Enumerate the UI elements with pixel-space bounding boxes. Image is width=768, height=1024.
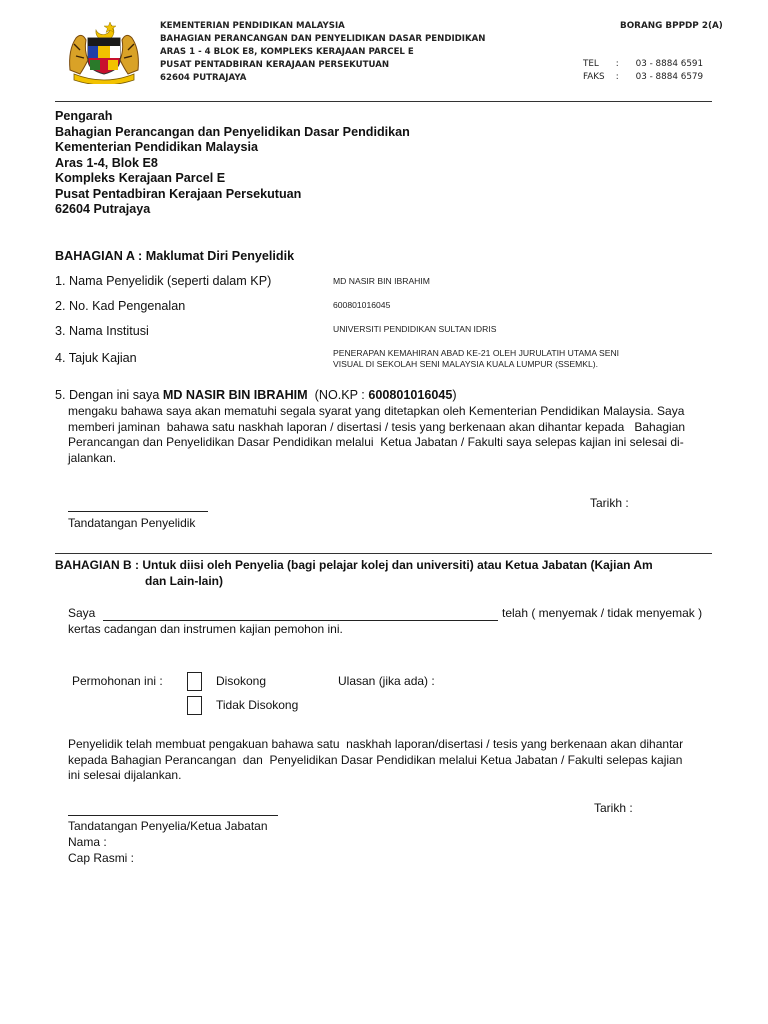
address-line: Aras 1-4, Blok E8 [55,155,158,170]
declaration-line: mengaku bahawa saya akan mematuhi segala syarat yang ditetapkan oleh Kementerian Pendidikan Malaysia. Saya [68,404,685,418]
tel-label: TEL [583,59,599,69]
declaration-close: ) [452,388,457,402]
address-line: Kementerian Pendidikan Malaysia [55,140,258,154]
fax-value: 03 - 8884 6579 [635,72,704,82]
tel-row [583,58,703,71]
title-line: VISUAL DI SEKOLAH SENI MALAYSIA KUALA LUMPUR (SSEMKL). [333,359,599,369]
field-label-institution: 3. Nama Institusi [55,324,149,338]
fax-label: FAKS [583,72,605,82]
note-line: Penyelidik telah membuat pengakuan bahawa satu naskhah laporan/disertasi / tesis yang berkenaan akan dihantar [68,737,684,751]
recipient-address [55,109,410,218]
tel-value: 03 - 8884 6591 [635,59,704,69]
submission-note [68,737,718,784]
declaration-prefix: 5. Dengan ini saya [55,388,163,402]
header-line: 62604 PUTRAJAYA [160,73,247,83]
ministry-header-block [160,20,485,85]
address-line: Bahagian Perancangan dan Penyelidikan Dasar Pendidikan [55,124,410,139]
section-a-title: BAHAGIAN A : Maklumat Diri Penyelidik [55,249,295,263]
declaration-line: jalankan. [68,450,117,465]
note-line: kepada Bahagian Perancangan dan Penyelidikan Dasar Pendidikan melalui Ketua Jabatan / Fakulti selepas kajian [68,752,683,767]
declaration-text [68,404,718,466]
header-line: ARAS 1 - 4 BLOK E8, KOMPLEKS KERAJAAN PARCEL E [160,47,414,57]
address-line: Pusat Pentadbiran Kerajaan Persekutuan [55,186,302,201]
field-label-name: 1. Nama Penyelidik (seperti dalam KP) [55,274,272,288]
declaration-ic-label: (NO.KP : [307,388,369,402]
supervisor-date-label: Tarikh : [594,801,633,815]
field-value-name: MD NASIR BIN IBRAHIM [333,276,430,286]
tel-separator: : [615,59,619,69]
field-value-institution: UNIVERSITI PENDIDIKAN SULTAN IDRIS [333,324,497,334]
header-divider [55,101,712,102]
declaration-name: MD NASIR BIN IBRAHIM [162,388,308,402]
saya-label: Saya [68,606,96,620]
review-text-line2: kertas cadangan dan instrumen kajian pemohon ini. [68,622,343,636]
section-divider [55,553,712,554]
official-stamp-label: Cap Rasmi : [68,851,135,865]
researcher-signature-label: Tandatangan Penyelidik [68,516,196,530]
declaration-line: Perancangan dan Penyelidikan Dasar Pendidikan melalui Ketua Jabatan / Fakulti saya selepas kajian ini selesai di- [68,435,684,449]
researcher-signature-line[interactable] [68,511,208,512]
supervisor-name-line[interactable] [103,620,498,621]
address-line: Kompleks Kerajaan Parcel E [55,171,226,185]
section-b-title-line: BAHAGIAN B : Untuk diisi oleh Penyelia (bagi pelajar kolej dan universiti) atau Ketua Jabatan (Kajian Am [55,558,653,572]
form-code: BORANG BPPDP 2(A) [620,21,723,31]
coat-of-arms-logo [66,20,142,84]
comment-label: Ulasan (jika ada) : [338,674,435,688]
field-value-title [333,348,619,370]
note-line: ini selesai dijalankan. [68,768,182,782]
support-checkbox[interactable] [187,672,202,691]
permohonan-label: Permohonan ini : [72,674,163,688]
address-line: 62604 Putrajaya [55,202,151,216]
fax-row [583,71,703,84]
field-label-title: 4. Tajuk Kajian [55,351,137,365]
supervisor-signature-line[interactable] [68,815,278,816]
support-option-label: Disokong [216,674,267,688]
field-value-ic: 600801016045 [333,300,391,310]
header-line: BAHAGIAN PERANCANGAN DAN PENYELIDIKAN DASAR PENDIDIKAN [160,34,486,44]
header-line: KEMENTERIAN PENDIDIKAN MALAYSIA [160,21,345,31]
title-line: PENERAPAN KEMAHIRAN ABAD KE-21 OLEH JURULATIH UTAMA SENI [333,348,620,358]
header-line: PUSAT PENTADBIRAN KERAJAAN PERSEKUTUAN [160,60,390,70]
researcher-date-label: Tarikh : [590,496,629,510]
field-label-ic: 2. No. Kad Pengenalan [55,299,186,313]
fax-separator: : [615,72,619,82]
not-support-option-label: Tidak Disokong [216,698,299,712]
declaration-ic: 600801016045 [368,388,453,402]
section-b-title [55,558,653,589]
section-b-title-line: dan Lain-lain) [145,573,223,588]
declaration-first-line [55,388,457,404]
supervisor-signature-label: Tandatangan Penyelia/Ketua Jabatan [68,819,268,833]
declaration-line: memberi jaminan bahawa satu naskhah laporan / disertasi / tesis yang berkenaan akan dihantar kepada Bahagian [68,419,686,434]
supervisor-name-label: Nama : [68,835,107,849]
address-line: Pengarah [55,109,113,123]
not-support-checkbox[interactable] [187,696,202,715]
review-status-text: telah ( menyemak / tidak menyemak ) [502,606,703,620]
